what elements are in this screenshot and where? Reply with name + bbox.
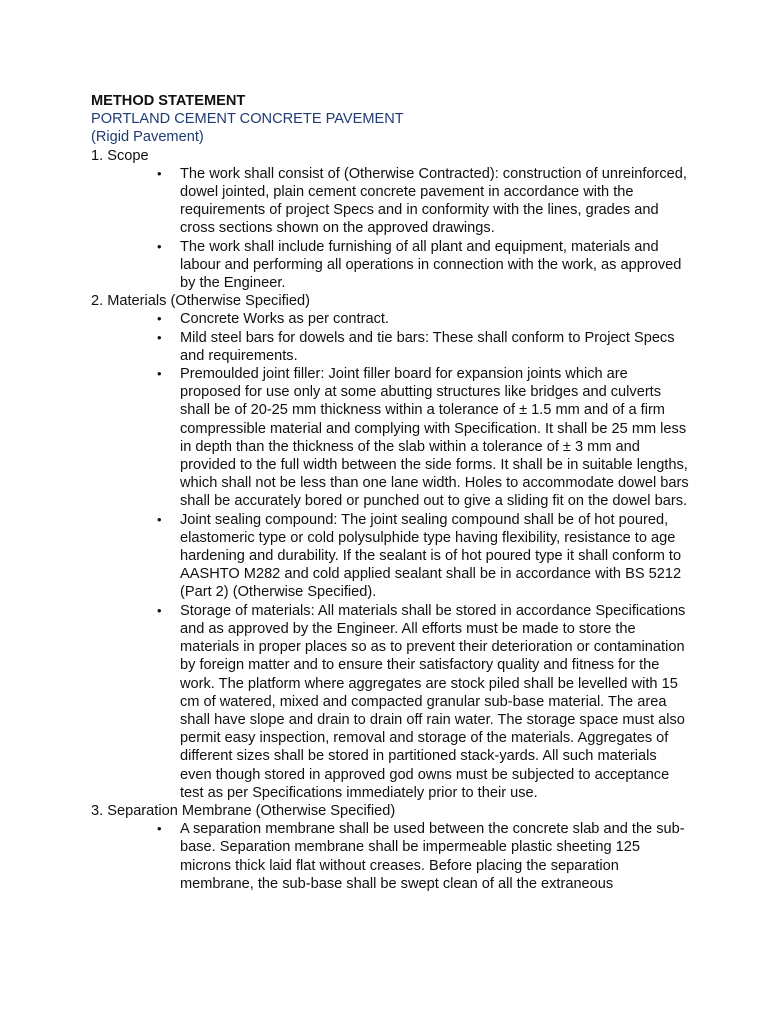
bullet-icon: • bbox=[157, 602, 162, 618]
section-heading-materials: 2. Materials (Otherwise Specified) bbox=[91, 293, 310, 310]
bullet-icon: • bbox=[157, 329, 162, 345]
bullet-list-materials bbox=[91, 310, 691, 801]
list-item bbox=[157, 310, 691, 328]
list-item-text: Premoulded joint filler: Joint filler board for expansion joints which are proposed for use only at some abutting structures like bridges and culverts shall be of 20-25 mm thickness within a tolerance of ± 1.5 mm and of a firm compressible material and complying with Specification. It shall be 25 mm less in depth than the thickness of the slab within a tolerance of ± 3 mm and provided to the full width between the side forms. It shall be in suitable lengths, which shall not be less than one lane width. Holes to accommodate dowel bars shall be accurately bored or punched out to give a sliding fit on the dowel bars. bbox=[180, 366, 689, 510]
list-item bbox=[157, 329, 691, 365]
list-item bbox=[157, 238, 691, 293]
document-page bbox=[91, 92, 691, 893]
document-subtitle: PORTLAND CEMENT CONCRETE PAVEMENT bbox=[91, 111, 404, 128]
bullet-icon: • bbox=[157, 165, 162, 181]
section-heading-scope: 1. Scope bbox=[91, 147, 149, 164]
bullet-icon: • bbox=[157, 366, 162, 382]
bullet-list-separation-membrane bbox=[91, 820, 691, 893]
list-item-text: Mild steel bars for dowels and tie bars: These shall conform to Project Specs and requirements. bbox=[180, 329, 675, 364]
list-item-text: The work shall include furnishing of all plant and equipment, materials and labour and performing all operations in connection with the work, as approved by the Engineer. bbox=[180, 238, 682, 292]
document-title: METHOD STATEMENT bbox=[91, 93, 246, 109]
list-item bbox=[157, 365, 691, 511]
bullet-icon: • bbox=[157, 238, 162, 254]
list-item-text: A separation membrane shall be used between the concrete slab and the sub-base. Separation membrane shall be impermeable plastic sheeting 125 microns thick laid flat without creases. Before placing the separation membrane, the sub-base shall be swept clean of all the extraneous bbox=[180, 821, 685, 892]
list-item bbox=[157, 511, 691, 602]
bullet-icon: • bbox=[157, 821, 162, 837]
section-heading-separation-membrane: 3. Separation Membrane (Otherwise Specified) bbox=[91, 802, 396, 819]
document-subtitle-note: (Rigid Pavement) bbox=[91, 129, 204, 146]
bullet-list-scope bbox=[91, 165, 691, 292]
list-item bbox=[157, 165, 691, 238]
list-item-text: Joint sealing compound: The joint sealing compound shall be of hot poured, elastomeric type or cold polysulphide type having flexibility, resistance to age hardening and durability. If the sealant is of hot poured type it shall conform to AASHTO M282 and cold applied sealant shall be in accordance with BS 5212 (Part 2) (Otherwise Specified). bbox=[180, 511, 682, 601]
list-item-text: Concrete Works as per contract. bbox=[180, 311, 389, 328]
bullet-icon: • bbox=[157, 511, 162, 527]
list-item-text: The work shall consist of (Otherwise Contracted): construction of unreinforced, dowel jointed, plain cement concrete pavement in accordance with the requirements of project Specs and in conformity with the lines, grades and cross sections shown on the approved drawings. bbox=[180, 165, 687, 237]
list-item-text: Storage of materials: All materials shall be stored in accordance Specifications and as approved by the Engineer. All efforts must be made to store the materials in proper places so as to prevent their deterioration or contamination by foreign matter and to ensure their satisfactory quality and fitness for the work. The platform where aggregates are stock piled shall be levelled with 15 cm of watered, mixed and compacted granular sub-base material. The area shall have slope and drain to drain off rain water. The storage space must also permit easy inspection, removal and storage of the materials. Aggregates of different sizes shall be stored in partitioned stack-yards. All such materials even though stored in approved god owns must be subjected to acceptance test as per Specifications immediately prior to their use. bbox=[180, 602, 686, 801]
bullet-icon: • bbox=[157, 311, 162, 327]
list-item bbox=[157, 820, 691, 893]
list-item bbox=[157, 602, 691, 802]
